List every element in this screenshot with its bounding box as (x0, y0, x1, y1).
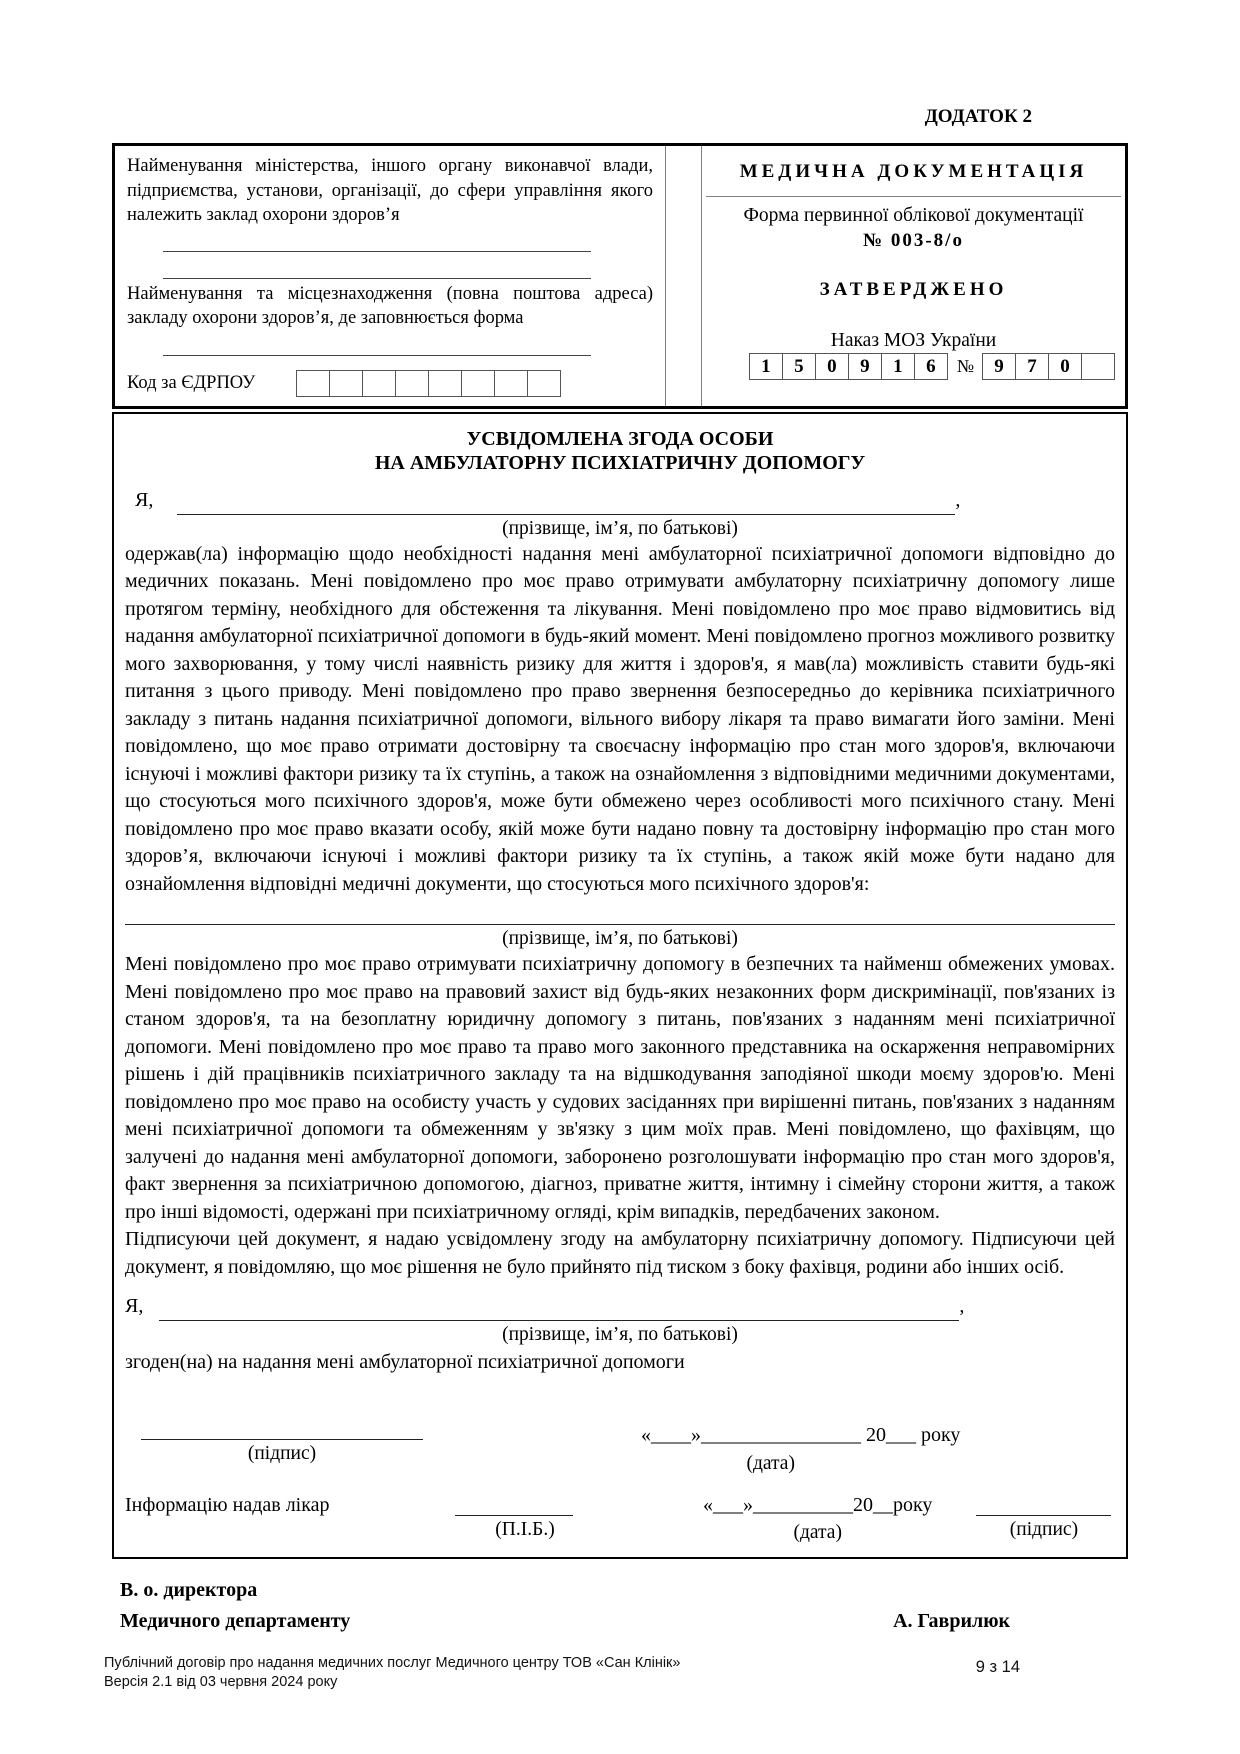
name-fill-line (177, 493, 955, 515)
form-caption: Форма первинної облікової документації (743, 205, 1084, 226)
name-caption: (прізвище, ім’я, по батькові) (502, 928, 738, 949)
consent-title-line2: НА АМБУЛАТОРНУ ПСИХІАТРИЧНУ ДОПОМОГУ (374, 452, 866, 474)
consent-title (125, 427, 1115, 475)
edrpou-label: Код за ЄДРПОУ (127, 372, 256, 393)
order-digit-cell: 1 (749, 353, 783, 380)
order-digit-cell: 6 (914, 353, 948, 380)
name-caption: (прізвище, ім’я, по батькові) (502, 1323, 738, 1345)
edrpou-cell (527, 370, 561, 397)
edrpou-cell (461, 370, 495, 397)
order-number-sign: № (956, 356, 974, 376)
facility-address-note: Найменування та місцезнаходження (повна поштова адреса) закладу охорони здоров’я, де заповнюється форма (127, 283, 653, 328)
pronoun-label: Я, (125, 1295, 144, 1317)
name-caption: (прізвище, ім’я, по батькові) (502, 517, 738, 539)
date-blank: «____»________________ 20___ року (641, 1424, 961, 1446)
ministry-name-note: Найменування міністерства, іншого органу виконавчої влади, підприємства, установи, організації, до сфери управління якого належить заклад охорони здоров’я (127, 156, 653, 225)
write-in-line (163, 278, 591, 279)
form-number: № 003-8/о (863, 230, 964, 251)
signer-role-line1: В. о. директора (120, 1579, 258, 1601)
write-in-line (163, 355, 591, 356)
doctor-name-caption: (П.І.Б.) (495, 1518, 555, 1540)
name-row-2 (125, 1293, 1115, 1321)
consent-title-line1: УСВІДОМЛЕНА ЗГОДА ОСОБИ (466, 428, 774, 450)
signature-column (141, 1422, 423, 1476)
signer-role-line2: Медичного департаменту (120, 1610, 351, 1632)
order-label: Наказ МОЗ України (830, 330, 997, 351)
doctor-signature-caption: (підпис) (1009, 1518, 1079, 1540)
footer-contract-line: Публічний договір про надання медичних послуг Медичного центру ТОВ «Сан Клінік» (104, 1655, 681, 1671)
edrpou-cells (297, 370, 561, 397)
signer-row (120, 1606, 1128, 1637)
edrpou-cell (329, 370, 363, 397)
doctor-date-caption: (дата) (793, 1522, 842, 1543)
order-digit-cell: 1 (881, 353, 915, 380)
signature-caption: (підпис) (247, 1443, 317, 1464)
date-column (641, 1422, 960, 1476)
pronoun-label: Я, (135, 489, 154, 511)
trailing-comma: , (959, 1295, 965, 1317)
name-fill-line (159, 1299, 959, 1321)
signature-row-2 (125, 1492, 1115, 1546)
header-left-cell (115, 146, 666, 406)
edrpou-cell (428, 370, 462, 397)
signer-name: А. Гаврилюк (893, 1610, 1010, 1632)
edrpou-cell (494, 370, 528, 397)
signature-row-1 (125, 1422, 1115, 1476)
consent-paragraph-2: Мені повідомлено про моє право отримувати психіатричну допомогу в безпечних та найменш обмежених умовах. Мені повідомлено про моє право на правовий захист від будь-яких незаконних форм дискримінації, пов'язаних із станом здоров'я, та на безоплатну юридичну допомогу з питань, пов'язаних з наданням мені психіатричної допомоги. Мені повідомлено про моє право та право мого законного представника на оскарження неправомірних рішень і дій працівників психіатричного закладу та на відшкодування заподіяної шкоди моєму здоров'ю. Мені повідомлено про моє право на особисту участь у судових засіданнях при вирішенні питань, пов'язаних з наданням мені психіатричної допомоги та обмеженням у зв'язку з цим моїх прав. Мені повідомлено, що фахівцям, що залучені до надання мені амбулаторної допомоги, заборонено розголошувати інформацію про стан мого здоров'я, факт звернення за психіатричною допомогою, діагноз, приватне життя, інтимну і сімейну сторони життя, а також про інші відомості, одержані при психіатричному огляді, крім випадків, передбачених законом. (125, 953, 1115, 1223)
signature-line (141, 1422, 423, 1440)
consent-paragraph-3: Підписуючи цей документ, я надаю усвідомлену згоду на амбулаторну психіатричну допомогу. Підписуючи цей документ, я повідомляю, що моє рішення не було прийнято під тиском з боку фахівця, родини або інших осіб. (125, 1228, 1115, 1278)
doctor-date-column (703, 1492, 932, 1546)
order-digit-cell: 9 (982, 353, 1016, 380)
edrpou-row (127, 370, 653, 397)
doctor-signature-column (976, 1492, 1111, 1542)
date-caption: (дата) (746, 1452, 795, 1474)
order-digit-cell: 7 (1015, 353, 1049, 380)
footer-version-line: Версія 2.1 від 03 червня 2024 року (104, 1674, 338, 1690)
approved-label: ЗАТВЕРДЖЕНО (819, 279, 1008, 300)
header-spacer-cell (666, 146, 702, 406)
edrpou-cell (296, 370, 330, 397)
page-footnote (0, 1654, 1240, 1692)
header-table (112, 143, 1128, 409)
name-row-1 (125, 487, 1115, 515)
consent-paragraph-1: одержав(ла) інформацію щодо необхідності надання мені амбулаторної психіатричної допомоги відповідно до медичних показань. Мені повідомлено про моє право отримувати амбулаторну психіатричну допомогу лише протягом терміну, необхідного для обстеження та лікування. Мені повідомлено про моє право відмовитись від надання амбулаторної психіатричної допомоги в будь-який момент. Мені повідомлено прогноз можливого розвитку мого захворювання, у тому числі наявність ризику для життя і здоров'я, я мав(ла) можливість ставити будь-які питання з цього приводу. Мені повідомлено про право звернення безпосередньо до керівника психіатричного закладу з питань надання психіатричної допомоги, вільного вибору лікаря та право вимагати його заміни. Мені повідомлено, що моє право отримати достовірну та своєчасну інформацію про стан мого здоров'я, включаючи існуючі і можливі фактори ризику та їх ступінь, а також на ознайомлення з відповідними медичними документами, що стосуються мого психічного здоров'я, може бути обмежено через особливості мого психічного стану. Мені повідомлено про моє право вказати особу, якій може бути надано повну та достовірну інформацію про стан мого здоров’я, включаючи існуючі і можливі фактори ризику та їх ступінь, а також якій може бути надано для ознайомлення відповідні медичні документи, що стосуються мого психічного здоров'я: (125, 542, 1115, 895)
med-doc-title: МЕДИЧНА ДОКУМЕНТАЦІЯ (739, 161, 1088, 182)
page-indicator: 9 з 14 (975, 1658, 1020, 1676)
agree-line: згоден(на) на надання мені амбулаторної психіатричної допомоги (125, 1350, 685, 1373)
doctor-name-column (455, 1492, 595, 1542)
doctor-signature-line (976, 1492, 1111, 1516)
doctor-date-blank: «___»__________20__року (703, 1493, 933, 1516)
trailing-comma: , (955, 489, 961, 511)
doctor-label: Інформацію надав лікар (125, 1493, 330, 1516)
order-digit-cell: 9 (848, 353, 882, 380)
doctor-name-line (455, 1494, 573, 1516)
order-digit-cell (1081, 353, 1115, 380)
order-digit-cell: 0 (1048, 353, 1082, 380)
header-divider (706, 196, 1121, 197)
name-fill-line-full (125, 924, 1115, 925)
edrpou-cell (395, 370, 429, 397)
header-right-cell (702, 146, 1125, 406)
order-digit-cell: 0 (815, 353, 849, 380)
signer-block (120, 1575, 1128, 1637)
annex-label: ДОДАТОК 2 (924, 106, 1032, 127)
edrpou-cell (362, 370, 396, 397)
write-in-line (163, 251, 591, 252)
consent-form-box (112, 412, 1128, 1559)
order-digit-cell: 5 (782, 353, 816, 380)
order-cells (706, 353, 1115, 380)
